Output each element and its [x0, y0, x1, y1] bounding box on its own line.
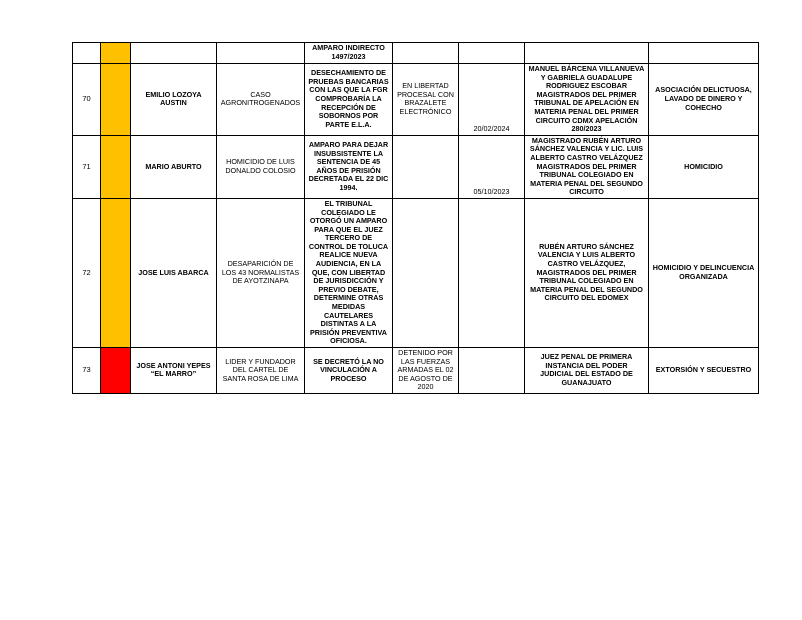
- table-row: [73, 198, 759, 347]
- table-row: [73, 43, 759, 64]
- resolution-text: AMPARO INDIRECTO 1497/2023: [305, 43, 393, 64]
- table-row: [73, 135, 759, 198]
- person-name: EMILIO LOZOYA AUSTIN: [131, 64, 217, 136]
- table-row: [73, 348, 759, 394]
- status-text: EN LIBERTAD PROCESAL CON BRAZALETE ELECTRÓNICO: [393, 64, 459, 136]
- person-name: MARIO ABURTO: [131, 135, 217, 198]
- status-text: [393, 135, 459, 198]
- person-name: [131, 43, 217, 64]
- records-table: [72, 42, 759, 394]
- status-color-cell: [101, 198, 131, 347]
- judge-text: JUEZ PENAL DE PRIMERA INSTANCIA DEL PODER JUDICIAL DEL ESTADO DE GUANAJUATO: [525, 348, 649, 394]
- case-description: LIDER Y FUNDADOR DEL CARTEL DE SANTA ROSA DE LIMA: [217, 348, 305, 394]
- crime-text: HOMICIDIO: [649, 135, 759, 198]
- row-number: 70: [73, 64, 101, 136]
- status-text: [393, 198, 459, 347]
- row-number: 73: [73, 348, 101, 394]
- person-name: JOSE ANTONI YEPES “EL MARRO”: [131, 348, 217, 394]
- status-text: DETENIDO POR LAS FUERZAS ARMADAS EL 02 DE AGOSTO DE 2020: [393, 348, 459, 394]
- date-text: [459, 348, 525, 394]
- resolution-text: EL TRIBUNAL COLEGIADO LE OTORGÓ UN AMPARO PARA QUE EL JUEZ TERCERO DE CONTROL DE TOLUCA REALICE NUEVA AUDIENCIA, EN LA QUE, CON LIBERTAD DE JURISDICCIÓN Y PREVIO DEBATE, DETERMINE OTRAS MEDIDAS CAUTELARES DISTINTAS A LA PRISIÓN PREVENTIVA OFICIOSA.: [305, 198, 393, 347]
- crime-text: ASOCIACIÓN DELICTUOSA, LAVADO DE DINERO Y COHECHO: [649, 64, 759, 136]
- date-text: 05/10/2023: [459, 135, 525, 198]
- judge-text: [525, 43, 649, 64]
- date-text: 20/02/2024: [459, 64, 525, 136]
- person-name: JOSE LUIS ABARCA: [131, 198, 217, 347]
- crime-text: HOMICIDIO Y DELINCUENCIA ORGANIZADA: [649, 198, 759, 347]
- status-color-cell: [101, 135, 131, 198]
- status-text: [393, 43, 459, 64]
- judge-text: MAGISTRADO RUBÉN ARTURO SÁNCHEZ VALENCIA Y LIC. LUIS ALBERTO CASTRO VELÁZQUEZ MAGISTRADOS DEL PRIMER TRIBUNAL COLEGIADO EN MATERIA PENAL DEL SEGUNDO CIRCUITO: [525, 135, 649, 198]
- date-text: [459, 198, 525, 347]
- table-row: [73, 64, 759, 136]
- crime-text: [649, 43, 759, 64]
- case-description: [217, 43, 305, 64]
- case-description: HOMICIDIO DE LUIS DONALDO COLOSIO: [217, 135, 305, 198]
- row-number: 72: [73, 198, 101, 347]
- status-color-cell: [101, 43, 131, 64]
- case-description: CASO AGRONITROGENADOS: [217, 64, 305, 136]
- crime-text: EXTORSIÓN Y SECUESTRO: [649, 348, 759, 394]
- status-color-cell: [101, 348, 131, 394]
- judge-text: RUBÉN ARTURO SÁNCHEZ VALENCIA Y LUIS ALBERTO CASTRO VELÁZQUEZ, MAGISTRADOS DEL PRIMER TRIBUNAL COLEGIADO EN MATERIA PENAL DEL SEGUNDO CIRCUITO DEL EDOMEX: [525, 198, 649, 347]
- resolution-text: SE DECRETÓ LA NO VINCULACIÓN A PROCESO: [305, 348, 393, 394]
- date-text: [459, 43, 525, 64]
- case-description: DESAPARICIÓN DE LOS 43 NORMALISTAS DE AYOTZINAPA: [217, 198, 305, 347]
- status-color-cell: [101, 64, 131, 136]
- resolution-text: AMPARO PARA DEJAR INSUBSISTENTE LA SENTENCIA DE 45 AÑOS DE PRISIÓN DECRETADA EL 22 DIC 1994.: [305, 135, 393, 198]
- judge-text: MANUEL BÁRCENA VILLANUEVA Y GABRIELA GUADALUPE RODRIGUEZ ESCOBAR MAGISTRADOS DEL PRIMER TRIBUNAL DE APELACIÓN EN MATERIA PENAL DEL PRIMER CIRCUITO CDMX APELACIÓN 280/2023: [525, 64, 649, 136]
- row-number: 71: [73, 135, 101, 198]
- row-number: [73, 43, 101, 64]
- resolution-text: DESECHAMIENTO DE PRUEBAS BANCARIAS CON LAS QUE LA FGR COMPROBARÍA LA RECEPCIÓN DE SOBORNOS POR PARTE E.L.A.: [305, 64, 393, 136]
